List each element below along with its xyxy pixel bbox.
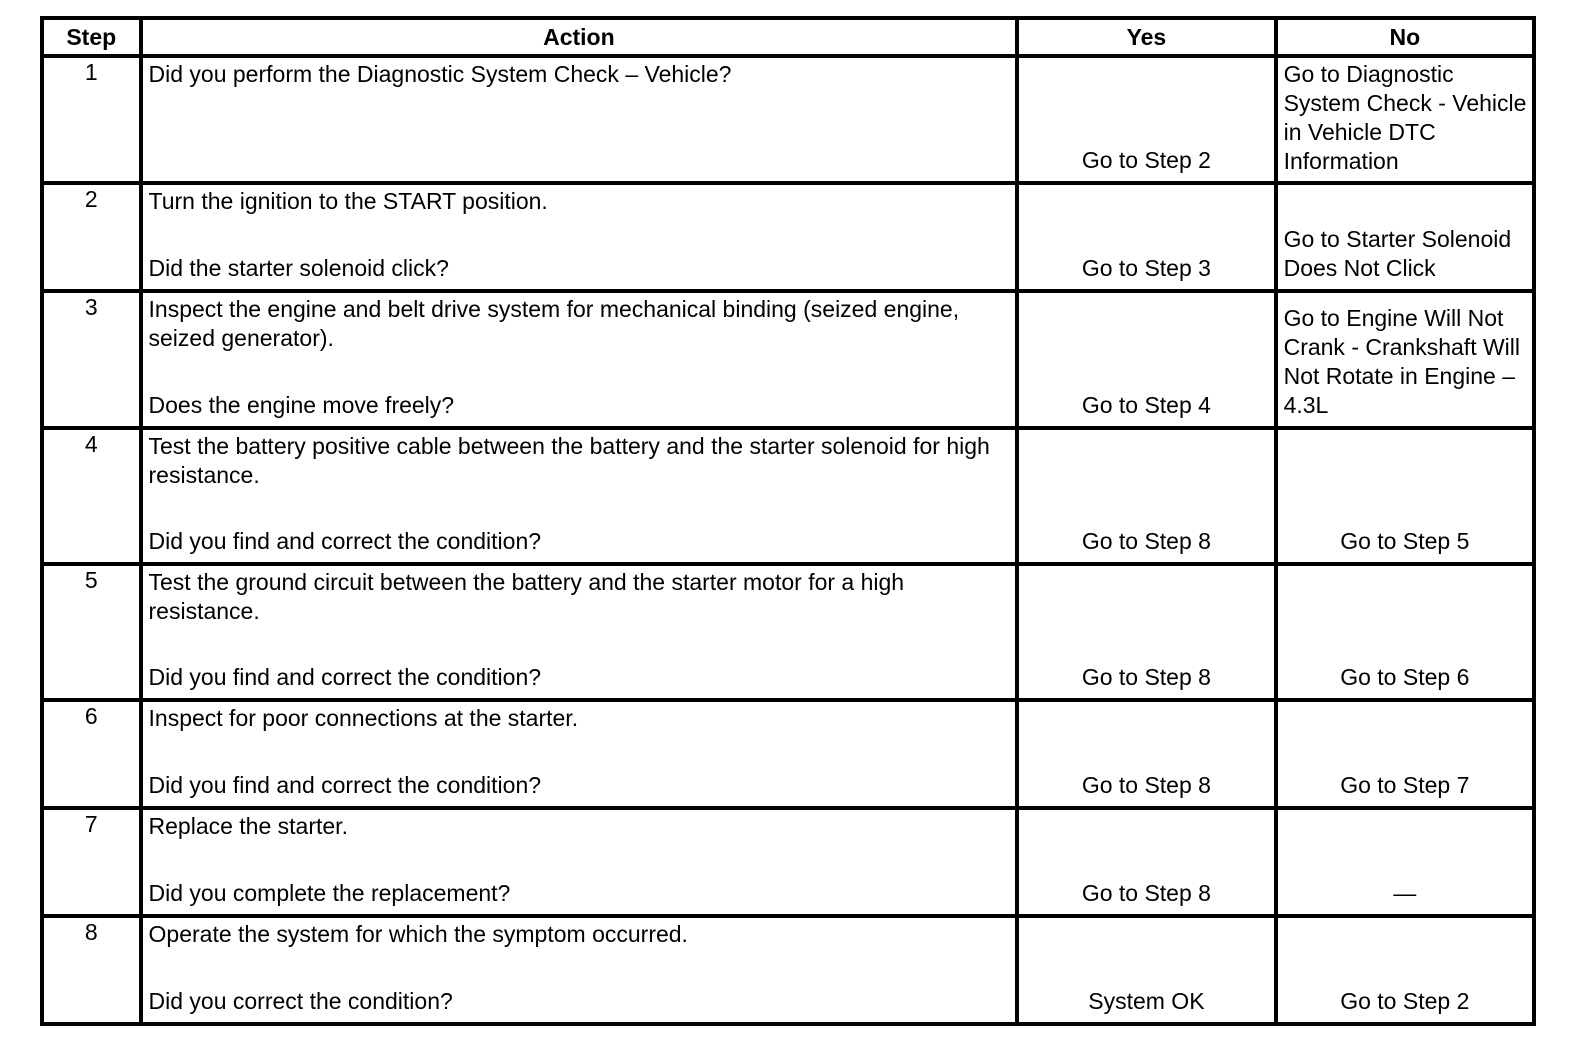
table-row — [42, 428, 1534, 564]
table-row — [42, 183, 1534, 291]
no-cell — [1276, 428, 1534, 564]
yes-cell — [1017, 183, 1275, 291]
yes-cell — [1017, 916, 1275, 1024]
action-cell — [141, 808, 1018, 916]
action-question: Did you complete the replacement? — [148, 880, 511, 906]
header-step: Step — [42, 18, 141, 56]
no-cell — [1276, 564, 1534, 700]
no-result: Go to Starter Solenoid Does Not Click — [1283, 226, 1512, 281]
action-text: Turn the ignition to the START position. — [148, 188, 548, 214]
action-question: Did you correct the condition? — [148, 988, 453, 1014]
action-cell — [141, 700, 1018, 808]
header-no: No — [1276, 18, 1534, 56]
action-text: Inspect the engine and belt drive system for mechanical binding (seized engine, seized generator). — [148, 296, 960, 351]
no-cell — [1276, 183, 1534, 291]
no-cell — [1276, 916, 1534, 1024]
step-number: 7 — [42, 808, 141, 916]
action-question: Did you find and correct the condition? — [148, 772, 542, 798]
yes-result: Go to Step 8 — [1081, 880, 1211, 906]
action-text: Test the battery positive cable between the battery and the starter solenoid for high resistance. — [148, 433, 990, 488]
no-result: Go to Engine Will Not Crank - Crankshaft Will Not Rotate in Engine – 4.3L — [1283, 305, 1521, 418]
action-cell — [141, 56, 1018, 183]
header-yes: Yes — [1017, 18, 1275, 56]
yes-result: Go to Step 3 — [1081, 255, 1211, 281]
no-result: Go to Step 2 — [1340, 988, 1470, 1014]
table-row — [42, 291, 1534, 428]
no-cell — [1276, 808, 1534, 916]
no-result: Go to Step 6 — [1340, 664, 1470, 690]
no-result: Go to Diagnostic System Check - Vehicle in Vehicle DTC Information — [1283, 61, 1527, 174]
yes-cell — [1017, 700, 1275, 808]
action-cell — [141, 291, 1018, 428]
step-number: 5 — [42, 564, 141, 700]
yes-cell — [1017, 56, 1275, 183]
action-cell — [141, 564, 1018, 700]
action-question: Does the engine move freely? — [148, 392, 455, 418]
diagnostic-table — [40, 16, 1536, 1026]
table-row — [42, 564, 1534, 700]
no-cell — [1276, 700, 1534, 808]
no-cell — [1276, 291, 1534, 428]
action-text: Did you perform the Diagnostic System Check – Vehicle? — [148, 61, 732, 87]
action-cell — [141, 183, 1018, 291]
action-text: Operate the system for which the symptom occurred. — [148, 921, 688, 947]
no-cell — [1276, 56, 1534, 183]
header-row — [42, 18, 1534, 56]
table-row — [42, 700, 1534, 808]
no-result: Go to Step 5 — [1340, 528, 1470, 554]
table-row — [42, 808, 1534, 916]
action-question: Did you find and correct the condition? — [148, 664, 542, 690]
yes-result: Go to Step 8 — [1081, 664, 1211, 690]
action-text: Test the ground circuit between the battery and the starter motor for a high resistance. — [148, 569, 905, 624]
action-text: Inspect for poor connections at the starter. — [148, 705, 579, 731]
yes-cell — [1017, 291, 1275, 428]
action-question: Did the starter solenoid click? — [148, 255, 449, 281]
yes-cell — [1017, 808, 1275, 916]
table-row — [42, 56, 1534, 183]
yes-cell — [1017, 564, 1275, 700]
yes-result: System OK — [1088, 988, 1205, 1014]
no-result: Go to Step 7 — [1340, 772, 1470, 798]
table-row — [42, 916, 1534, 1024]
step-number: 8 — [42, 916, 141, 1024]
yes-result: Go to Step 8 — [1081, 772, 1211, 798]
action-text: Replace the starter. — [148, 813, 348, 839]
action-question: Did you find and correct the condition? — [148, 528, 542, 554]
step-number: 4 — [42, 428, 141, 564]
step-number: 2 — [42, 183, 141, 291]
yes-result: Go to Step 4 — [1081, 392, 1211, 418]
yes-result: Go to Step 2 — [1081, 147, 1211, 173]
action-cell — [141, 916, 1018, 1024]
action-cell — [141, 428, 1018, 564]
yes-cell — [1017, 428, 1275, 564]
yes-result: Go to Step 8 — [1081, 528, 1211, 554]
header-action: Action — [141, 18, 1018, 56]
no-result: — — [1393, 880, 1417, 906]
step-number: 3 — [42, 291, 141, 428]
step-number: 6 — [42, 700, 141, 808]
step-number: 1 — [42, 56, 141, 183]
